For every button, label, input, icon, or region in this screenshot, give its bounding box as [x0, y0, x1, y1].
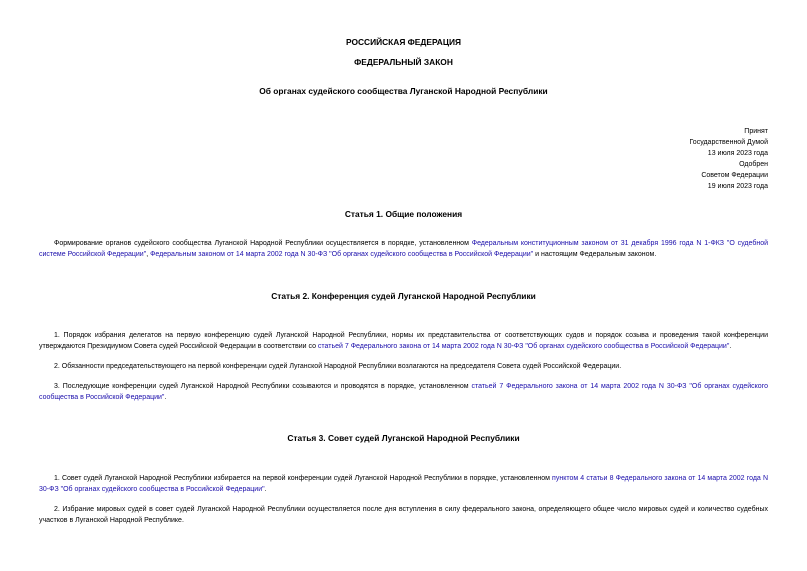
article-2-paragraph-2: 2. Обязанности председательствующего на первой конференции судей Луганской Народной Республики возлагаются на председателя Совета судей Российской Федерации. [54, 363, 622, 370]
adoption-line: Государственной Думой [689, 138, 768, 146]
text: и настоящим Федеральным законом. [533, 251, 657, 258]
text: Формирование органов судейского сообщества Луганской Народной Республики осуществляется в порядке, установленном [54, 240, 472, 247]
adoption-line: Принят [744, 128, 768, 135]
article-7-link[interactable]: статьей 7 Федерального закона от 14 марта 2002 года N 30-ФЗ "Об органах судейского сообщества в Российской Федерации" [317, 343, 730, 350]
text: . [729, 343, 732, 350]
fz-link[interactable]: Федеральным законом от 14 марта 2002 года N 30-ФЗ "Об органах судейского сообщества в Российской Федерации" [150, 251, 534, 258]
article-7-link[interactable]: статьей 7 Федерального закона от 14 марта 2002 года N 30-ФЗ "Об органах судейского сообщества в Российской Федерации" [39, 383, 768, 401]
article-3-paragraph-2: 2. Избрание мировых судей в совет судей Луганской Народной Республики осуществляется после дня вступления в силу федерального закона, определяющего общее число мировых судей и количество судебных участков в Луганской Народной Республике. [39, 506, 768, 524]
adoption-line: Одобрен [739, 160, 768, 168]
article-2-heading: Статья 2. Конференция судей Луганской Народной Республики [271, 291, 536, 301]
country-title: РОССИЙСКАЯ ФЕДЕРАЦИЯ [345, 37, 462, 47]
text: 1. Порядок избрания делегатов на первую конференцию судей Луганской Народной Республики, нормы их представительства от соответствующих судов и порядок созыва и проведения такой конференции утверждаются Президиумом Совета судей Российской Федерации в соответствии со [39, 332, 768, 350]
law-type: ФЕДЕРАЛЬНЫЙ ЗАКОН [354, 57, 453, 67]
fkz-link[interactable]: Федеральным конституционным законом от 31 декабря 1996 года N 1-ФКЗ "О судебной системе Российской Федерации" [39, 240, 769, 258]
article-1-heading: Статья 1. Общие положения [344, 209, 463, 219]
article-1-paragraph [39, 238, 768, 260]
article-8-link[interactable]: пунктом 4 статьи 8 Федерального закона от 14 марта 2002 года N 30-ФЗ "Об органах судейского сообщества в Российской Федерации" [39, 475, 768, 493]
article-2-paragraph-1 [39, 330, 768, 352]
text: 1. Совет судей Луганской Народной Республики избирается на первой конференции судей Луганской Народной Республики в порядке, установленном [54, 475, 553, 482]
adoption-line: Советом Федерации [701, 171, 768, 179]
adoption-block [568, 127, 768, 192]
adoption-line: 19 июля 2023 года [707, 182, 768, 190]
text: . [264, 486, 267, 493]
text: . [164, 394, 167, 401]
text: 3. Последующие конференции судей Луганской Народной Республики созываются и проводятся в порядке, установленном [54, 383, 472, 390]
adoption-line: 13 июля 2023 года [707, 149, 768, 157]
article-3-heading: Статья 3. Совет судей Луганской Народной Республики [287, 433, 520, 443]
article-3-paragraph-1 [39, 473, 768, 495]
text: , [146, 251, 151, 258]
article-2-paragraph-3 [39, 381, 768, 403]
law-title: Об органах судейского сообщества Луганской Народной Республики [259, 86, 548, 96]
